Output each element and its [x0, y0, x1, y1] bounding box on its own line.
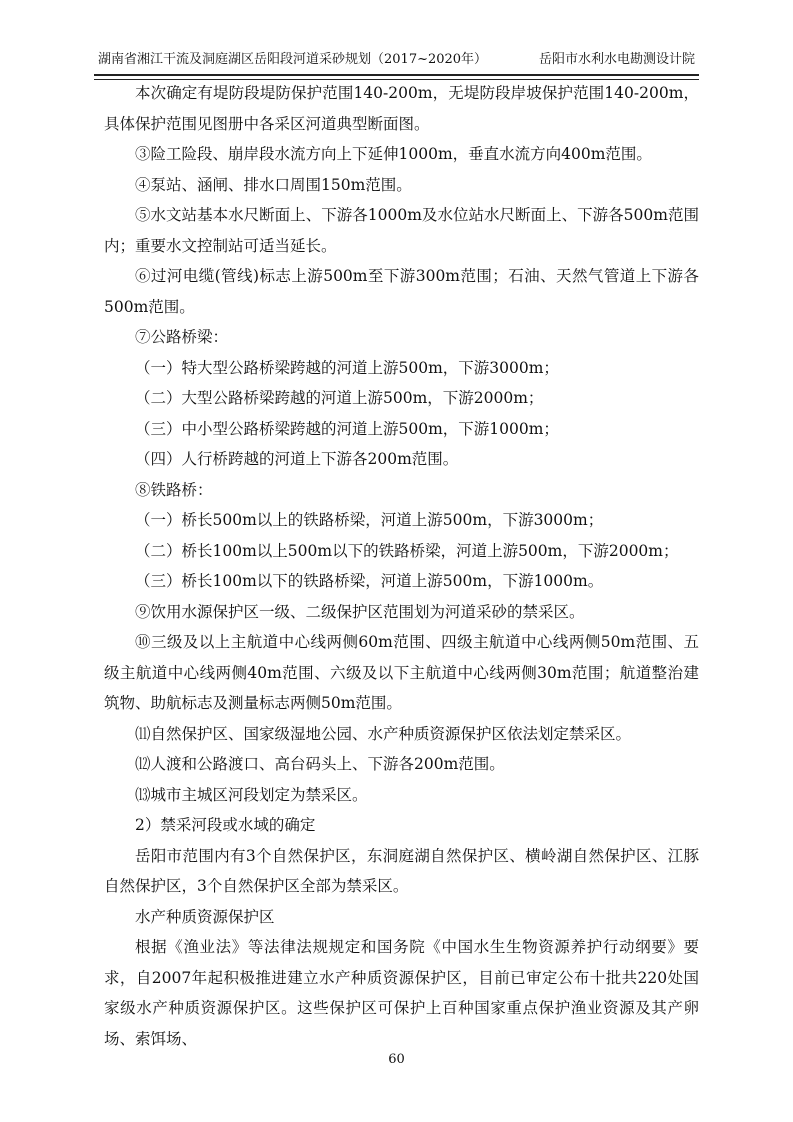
body-paragraph: （一）特大型公路桥梁跨越的河道上游500m，下游3000m；: [135, 358, 559, 377]
header-document-title: 湖南省湘江干流及洞庭湖区岳阳段河道采砂规划（2017~2020年）: [98, 52, 488, 67]
body-paragraph: ⑤水文站基本水尺断面上、下游各1000m及水位站水尺断面上、下游各500m范围内；重要水文控制站可适当延长。: [104, 206, 699, 255]
body-paragraph: （一）桥长500m以上的铁路桥梁，河道上游500m，下游3000m；: [135, 511, 604, 529]
body-paragraph: 本次确定有堤防段堤防保护范围140-200m，无堤防段岸坡保护范围140-200m，具体保护范围见图册中各采区河道典型断面图。: [104, 84, 699, 133]
body-paragraph: 水产种质资源保护区: [135, 907, 275, 926]
body-paragraph: ⑦公路桥梁：: [135, 328, 229, 346]
body-paragraph: （三）中小型公路桥梁跨越的河道上游500m，下游1000m；: [135, 419, 559, 438]
body-paragraph: （二）桥长100m以上500m以下的铁路桥梁，河道上游500m，下游2000m；: [135, 541, 679, 560]
page-number: 60: [388, 1052, 405, 1067]
body-paragraph: ⑥过河电缆(管线)标志上游500m至下游300m范围；石油、天然气管道上下游各500m范围。: [104, 267, 699, 316]
body-paragraph: ⑧铁路桥：: [135, 480, 213, 499]
page-header: [94, 50, 699, 76]
body-paragraph: ⒀城市主城区河段划定为禁采区。: [135, 785, 368, 804]
header-organization: 岳阳市水利水电勘测设计院: [538, 52, 695, 67]
document-body: [104, 78, 699, 1054]
body-paragraph: ⑿人渡和公路渡口、高台码头上、下游各200m范围。: [135, 755, 505, 773]
body-paragraph: ③险工险段、崩岸段水流方向上下延伸1000m，垂直水流方向400m范围。: [135, 145, 652, 163]
body-paragraph: （四）人行桥跨越的河道上下游各200m范围。: [135, 450, 459, 468]
body-paragraph: ⑨饮用水源保护区一级、二级保护区范围划为河道采砂的禁采区。: [135, 602, 585, 621]
body-paragraph: ④泵站、涵闸、排水口周围150m范围。: [135, 175, 412, 194]
body-paragraph: 2）禁采河段或水域的确定: [135, 816, 316, 834]
body-paragraph: （二）大型公路桥梁跨越的河道上游500m，下游2000m；: [135, 389, 544, 407]
body-paragraph: ⑩三级及以上主航道中心线两侧60m范围、四级主航道中心线两侧50m范围、五级主航道中心线两侧40m范围、六级及以下主航道中心线两侧30m范围；航道整治建筑物、助航标志及测量标志两侧50m范围。: [104, 633, 699, 712]
body-paragraph: 根据《渔业法》等法律法规规定和国务院《中国水生生物资源养护行动纲要》要求，自2007年起积极推进建立水产种质资源保护区，目前已审定公布十批共220处国家级水产种质资源保护区。这些保护区可保护上百种国家重点保护渔业资源及其产卵场、索饵场、: [104, 938, 699, 1048]
body-paragraph: ⑾自然保护区、国家级湿地公园、水产种质资源保护区依法划定禁采区。: [135, 724, 632, 743]
body-paragraph: （三）桥长100m以下的铁路桥梁，河道上游500m，下游1000m。: [135, 572, 604, 590]
body-paragraph: 岳阳市范围内有3个自然保护区，东洞庭湖自然保护区、横岭湖自然保护区、江豚自然保护区，3个自然保护区全部为禁采区。: [104, 846, 699, 895]
